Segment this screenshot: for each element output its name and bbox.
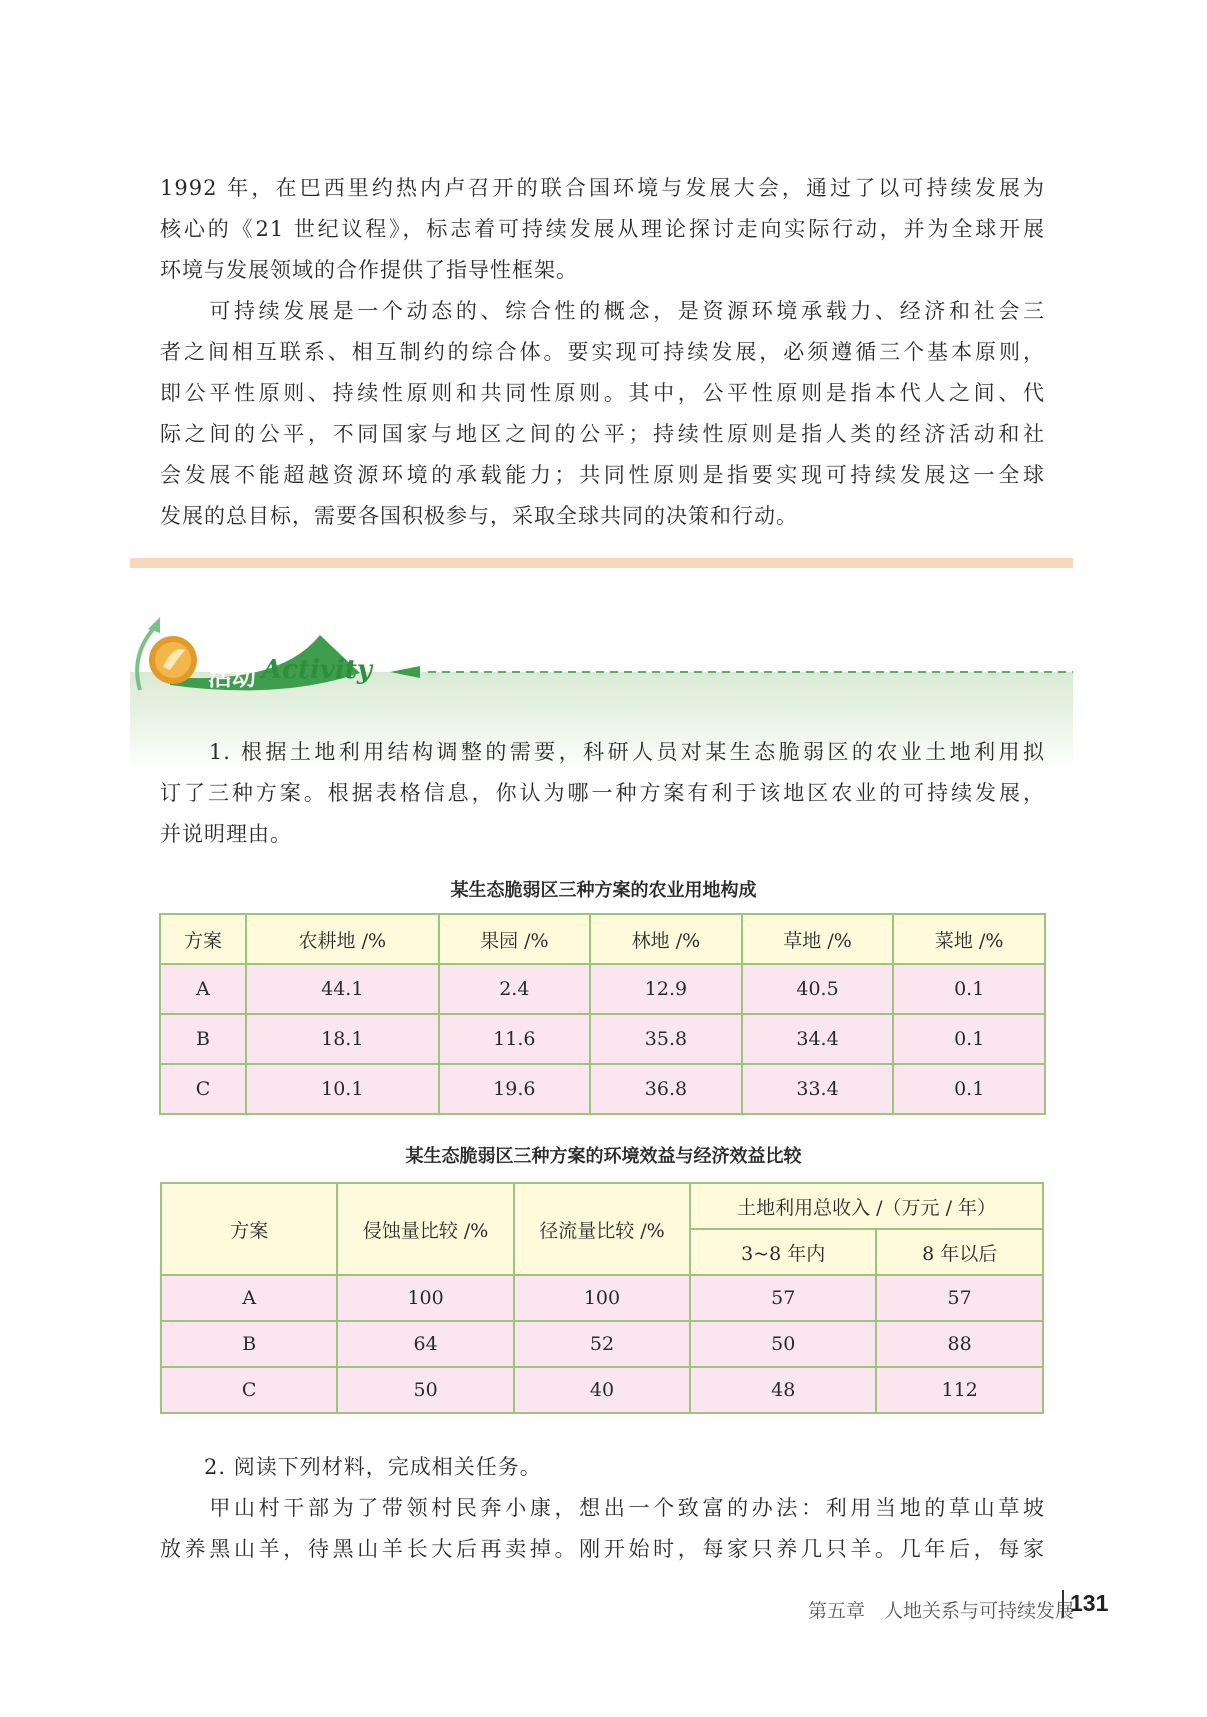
table-header: 8 年以后 bbox=[876, 1229, 1043, 1275]
table-cell: B bbox=[160, 1014, 246, 1064]
activity-label-cn: 活动 bbox=[208, 663, 256, 691]
table-cell: 40.5 bbox=[742, 964, 894, 1014]
table-header: 侵蚀量比较 /% bbox=[337, 1183, 513, 1275]
table-cell: C bbox=[160, 1064, 246, 1114]
text-line: 际之间的公平，不同国家与地区之间的公平；持续性原则是指人类的经济活动和社 bbox=[160, 422, 1045, 446]
table-header: 菜地 /% bbox=[893, 914, 1045, 964]
table-header: 3~8 年内 bbox=[690, 1229, 876, 1275]
table-row bbox=[160, 1014, 1045, 1064]
table-header: 林地 /% bbox=[590, 914, 742, 964]
question-2-line: 甲山村干部为了带领村民奔小康，想出一个致富的办法：利用当地的草山草坡 bbox=[160, 1496, 1045, 1520]
text-line: 环境与发展领域的合作提供了指导性框架。 bbox=[160, 258, 578, 282]
table-cell: 18.1 bbox=[246, 1014, 438, 1064]
table-cell: 36.8 bbox=[590, 1064, 742, 1114]
text-line: 即公平性原则、持续性原则和共同性原则。其中，公平性原则是指本代人之间、代 bbox=[160, 381, 1045, 405]
text-line: 可持续发展是一个动态的、综合性的概念，是资源环境承载力、经济和社会三 bbox=[160, 299, 1045, 323]
question-2-line: 放养黑山羊，待黑山羊长大后再卖掉。刚开始时，每家只养几只羊。几年后，每家 bbox=[160, 1537, 1045, 1561]
table-cell: 88 bbox=[876, 1321, 1043, 1367]
question-2-line: 2. 阅读下列材料，完成相关任务。 bbox=[160, 1455, 542, 1479]
text-line: 发展的总目标，需要各国积极参与，采取全球共同的决策和行动。 bbox=[160, 504, 798, 528]
question-1-line: 并说明理由。 bbox=[160, 822, 292, 846]
table-1-title: 某生态脆弱区三种方案的农业用地构成 bbox=[450, 880, 757, 901]
table-cell: 0.1 bbox=[893, 964, 1045, 1014]
table-row bbox=[161, 1321, 1043, 1367]
section-divider bbox=[130, 558, 1073, 568]
text-line: 核心的《21 世纪议程》，标志着可持续发展从理论探讨走向实际行动，并为全球开展 bbox=[160, 217, 1045, 241]
table-cell: 50 bbox=[690, 1321, 876, 1367]
table-cell: 0.1 bbox=[893, 1014, 1045, 1064]
question-1-line: 1. 根据土地利用结构调整的需要，科研人员对某生态脆弱区的农业土地利用拟 bbox=[160, 740, 1045, 764]
table-cell: 33.4 bbox=[742, 1064, 894, 1114]
table-cell: 112 bbox=[876, 1367, 1043, 1413]
table-cell: 64 bbox=[337, 1321, 513, 1367]
benefit-table bbox=[160, 1182, 1044, 1414]
table-cell: 50 bbox=[337, 1367, 513, 1413]
land-use-table bbox=[159, 913, 1046, 1115]
table-header: 方案 bbox=[161, 1183, 337, 1275]
table-cell: 34.4 bbox=[742, 1014, 894, 1064]
table-cell: 40 bbox=[514, 1367, 690, 1413]
table-cell: 57 bbox=[690, 1275, 876, 1321]
table-cell: 52 bbox=[514, 1321, 690, 1367]
table-cell: 0.1 bbox=[893, 1064, 1045, 1114]
table-cell: 2.4 bbox=[439, 964, 591, 1014]
table-cell: 11.6 bbox=[439, 1014, 591, 1064]
table-row bbox=[160, 1064, 1045, 1114]
text-line: 1992 年，在巴西里约热内卢召开的联合国环境与发展大会，通过了以可持续发展为 bbox=[160, 176, 1045, 200]
table-row bbox=[160, 964, 1045, 1014]
table-header: 径流量比较 /% bbox=[514, 1183, 690, 1275]
table-2-title: 某生态脆弱区三种方案的环境效益与经济效益比较 bbox=[405, 1146, 802, 1167]
table-cell: 10.1 bbox=[246, 1064, 438, 1114]
table-header: 农耕地 /% bbox=[246, 914, 438, 964]
table-cell: A bbox=[160, 964, 246, 1014]
table-cell: A bbox=[161, 1275, 337, 1321]
activity-label-en: Activity bbox=[262, 655, 372, 685]
table-header: 果园 /% bbox=[439, 914, 591, 964]
activity-header bbox=[130, 615, 1073, 695]
table-header: 方案 bbox=[160, 914, 246, 964]
question-1-line: 订了三种方案。根据表格信息，你认为哪一种方案有利于该地区农业的可持续发展， bbox=[160, 781, 1045, 805]
table-cell: 19.6 bbox=[439, 1064, 591, 1114]
page-number: 131 bbox=[1062, 1590, 1108, 1617]
table-cell: 57 bbox=[876, 1275, 1043, 1321]
table-row bbox=[161, 1367, 1043, 1413]
table-header: 土地利用总收入 /（万元 / 年） bbox=[690, 1183, 1043, 1229]
table-cell: 12.9 bbox=[590, 964, 742, 1014]
table-cell: C bbox=[161, 1367, 337, 1413]
text-line: 会发展不能超越资源环境的承载能力；共同性原则是指要实现可持续发展这一全球 bbox=[160, 463, 1045, 487]
table-header: 草地 /% bbox=[742, 914, 894, 964]
table-cell: B bbox=[161, 1321, 337, 1367]
table-cell: 44.1 bbox=[246, 964, 438, 1014]
table-cell: 100 bbox=[337, 1275, 513, 1321]
text-line: 者之间相互联系、相互制约的综合体。要实现可持续发展，必须遵循三个基本原则， bbox=[160, 340, 1045, 364]
table-cell: 35.8 bbox=[590, 1014, 742, 1064]
table-cell: 48 bbox=[690, 1367, 876, 1413]
table-cell: 100 bbox=[514, 1275, 690, 1321]
chapter-footer: 第五章 人地关系与可持续发展 bbox=[808, 1600, 1075, 1622]
table-row bbox=[161, 1275, 1043, 1321]
